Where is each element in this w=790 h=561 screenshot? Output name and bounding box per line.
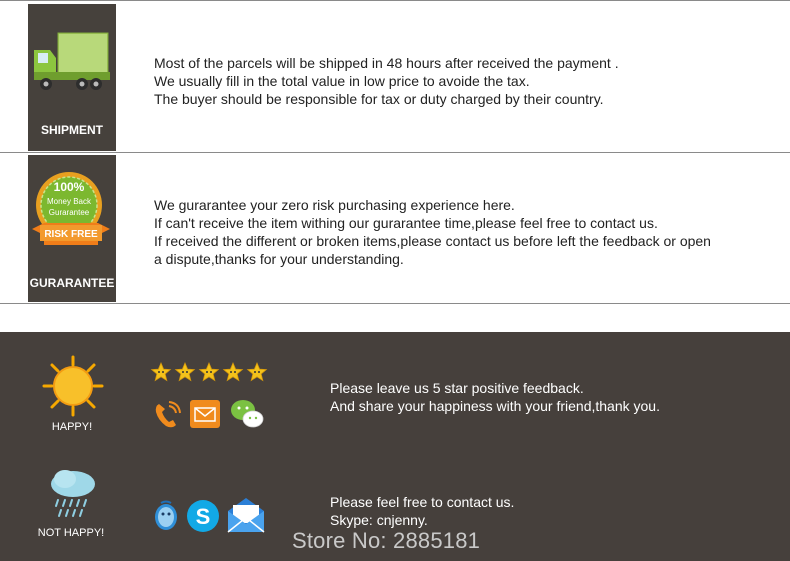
guarantee-label: GURARANTEE xyxy=(29,276,115,290)
money-back-badge-icon xyxy=(28,155,116,265)
star-icon xyxy=(199,362,219,382)
star-icon xyxy=(151,362,171,382)
guarantee-line: We gurarantee your zero risk purchasing experience here. xyxy=(154,197,515,213)
happy-line: And share your happiness with your friend,thank you. xyxy=(330,398,660,414)
guarantee-text xyxy=(154,196,711,268)
not-happy-line: Skype: cnjenny. xyxy=(330,512,428,528)
star-icon xyxy=(223,362,243,382)
shipment-line: We usually fill in the total value in low price to avoide the tax. xyxy=(154,73,530,89)
star-icon xyxy=(175,362,195,382)
badge-guarantee: Gurarantee xyxy=(48,208,90,217)
rain-cloud-icon xyxy=(48,468,98,520)
shipment-line: The buyer should be responsible for tax or duty charged by their country. xyxy=(154,91,604,107)
not-happy-line: Please feel free to contact us. xyxy=(330,494,515,510)
wechat-icon[interactable] xyxy=(229,397,265,431)
happy-text xyxy=(330,379,660,415)
not-happy-label: NOT HAPPY! xyxy=(37,527,105,539)
shipment-line: Most of the parcels will be shipped in 48 hours after received the payment . xyxy=(154,55,619,71)
shipment-text xyxy=(154,54,619,108)
star-icon xyxy=(247,362,267,382)
sun-icon xyxy=(41,354,105,418)
feedback-band xyxy=(0,332,790,561)
store-number: Store No: 2885181 xyxy=(292,528,481,553)
happy-label: HAPPY! xyxy=(51,421,93,433)
not-happy-text xyxy=(330,493,514,529)
guarantee-tile xyxy=(28,155,116,302)
shipment-label: SHIPMENT xyxy=(40,123,103,137)
badge-risk-free: RISK FREE xyxy=(44,229,98,240)
email-icon[interactable] xyxy=(189,399,221,429)
phone-icon[interactable] xyxy=(152,400,182,430)
badge-money-back: Money Back xyxy=(46,197,92,206)
guarantee-line: If received the different or broken items,please contact us before left the feedback or open xyxy=(154,233,711,249)
section-divider xyxy=(0,303,790,304)
qq-icon[interactable] xyxy=(152,500,180,532)
guarantee-line: If can't receive the item withing our gurarantee time,please feel free to contact us. xyxy=(154,215,658,231)
top-divider xyxy=(0,0,790,1)
truck-icon xyxy=(28,4,116,104)
mail-icon[interactable] xyxy=(227,497,265,533)
guarantee-line: a dispute,thanks for your understanding. xyxy=(154,251,404,267)
skype-icon[interactable] xyxy=(186,499,220,533)
section-divider xyxy=(0,152,790,153)
badge-percent: 100% xyxy=(53,180,85,194)
shipment-tile xyxy=(28,4,116,151)
svg-text:S: S xyxy=(195,504,211,529)
happy-line: Please leave us 5 star positive feedback. xyxy=(330,380,584,396)
